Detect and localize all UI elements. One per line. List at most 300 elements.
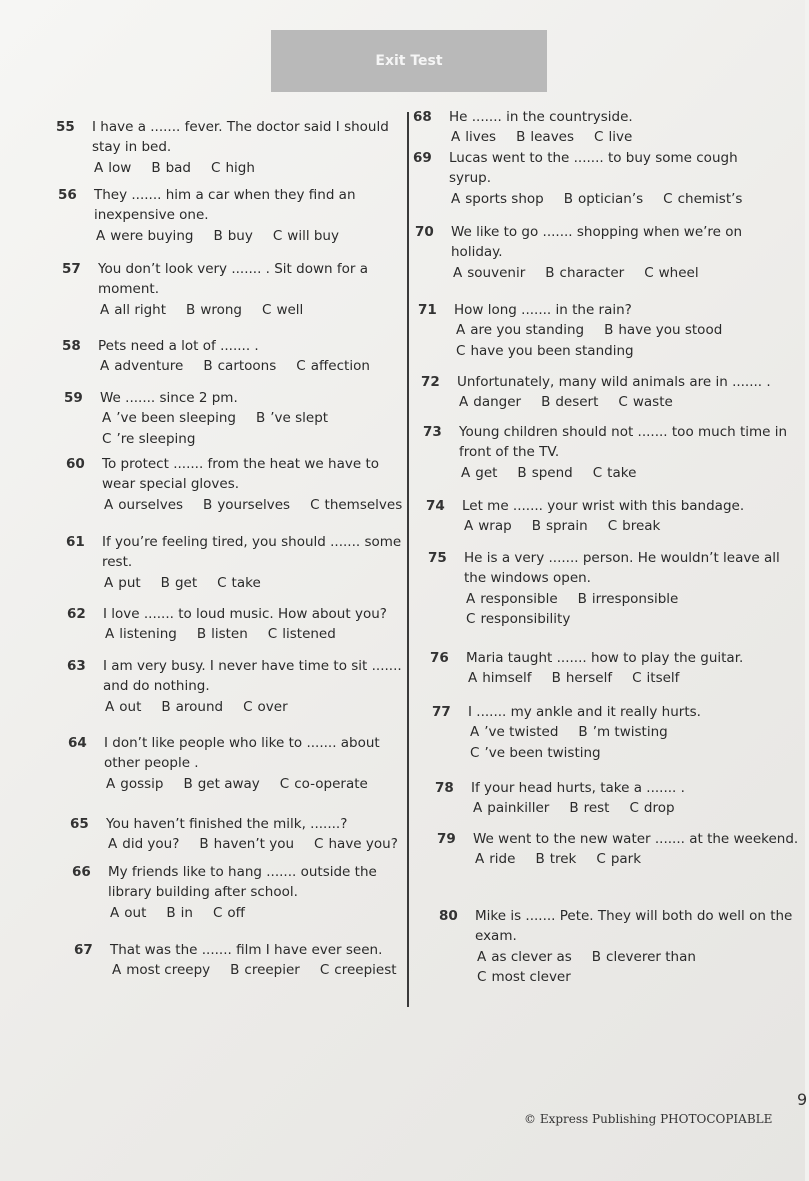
option-text: buy	[227, 227, 253, 244]
question-stem: Maria taught ....... how to play the guitar.	[466, 650, 744, 666]
answer-option	[102, 408, 236, 428]
answer-option	[596, 849, 641, 869]
answer-option	[552, 668, 613, 688]
option-text: cleverer than	[606, 948, 696, 965]
question-item	[74, 940, 419, 981]
option-letter: C	[296, 358, 306, 375]
question-stem: I have a ....... fever. The doctor said I should stay in bed.	[92, 119, 389, 156]
answer-option	[320, 960, 397, 980]
question-stem: He ....... in the countryside.	[449, 109, 633, 125]
option-letter: C	[102, 430, 112, 447]
question-stem: How long ....... in the rain?	[454, 302, 632, 318]
question-item	[430, 648, 800, 689]
option-letter: A	[473, 800, 483, 817]
option-text: wheel	[658, 264, 699, 281]
answer-option	[151, 158, 191, 178]
question-number: 74	[426, 498, 445, 514]
option-text: listened	[282, 626, 336, 643]
answer-option	[473, 798, 549, 818]
option-text: ’m twisting	[592, 724, 668, 741]
option-text: have you been standing	[470, 342, 634, 359]
option-text: low	[108, 159, 132, 176]
option-text: cartoons	[217, 358, 277, 375]
question-number: 61	[66, 534, 85, 550]
option-letter: C	[663, 190, 673, 207]
answer-option	[102, 429, 195, 449]
answer-option	[593, 463, 637, 483]
option-text: adventure	[114, 358, 184, 375]
question-number: 68	[413, 109, 432, 125]
question-item	[62, 336, 407, 377]
option-text: itself	[646, 670, 680, 687]
question-stem: Young children should not ....... too much time in front of the TV.	[459, 424, 788, 461]
option-letter: B	[166, 904, 176, 921]
answer-options	[475, 849, 807, 869]
question-stem: I don’t like people who like to ....... about other people .	[104, 735, 380, 772]
answer-option	[217, 573, 261, 593]
answer-options	[470, 722, 802, 763]
option-text: souvenir	[467, 264, 526, 281]
option-text: himself	[482, 670, 532, 687]
option-text: gossip	[120, 775, 164, 792]
option-text: were buying	[110, 227, 194, 244]
option-text: haven’t you	[213, 836, 295, 853]
option-text: leaves	[530, 129, 575, 146]
option-text: affection	[310, 358, 370, 375]
option-letter: C	[629, 800, 639, 817]
option-letter: B	[577, 590, 587, 607]
option-letter: C	[466, 610, 476, 627]
answer-options	[112, 960, 419, 980]
answer-options	[104, 573, 411, 593]
question-number: 56	[58, 187, 77, 203]
answer-options	[100, 356, 407, 376]
question-number: 63	[67, 658, 86, 674]
option-letter: A	[102, 410, 112, 427]
option-text: most creepy	[126, 962, 211, 979]
option-letter: B	[203, 496, 213, 513]
question-item	[67, 604, 412, 645]
question-item	[428, 548, 798, 629]
option-text: themselves	[324, 496, 403, 513]
option-text: lives	[465, 129, 497, 146]
option-text: have you stood	[618, 322, 723, 339]
option-text: yourselves	[217, 496, 291, 513]
option-letter: C	[594, 129, 604, 146]
option-text: all right	[114, 301, 167, 318]
option-letter: B	[203, 358, 213, 375]
option-text: are you standing	[470, 322, 585, 339]
answer-option	[166, 903, 193, 923]
answer-option	[663, 189, 742, 209]
option-letter: C	[211, 159, 221, 176]
option-letter: C	[217, 574, 227, 591]
answer-option	[230, 960, 300, 980]
answer-option	[535, 849, 576, 869]
answer-option	[629, 798, 674, 818]
option-letter: B	[186, 301, 196, 318]
answer-option	[161, 697, 223, 717]
option-text: break	[622, 518, 661, 535]
question-stem: I am very busy. I never have time to sit ....... and do nothing.	[103, 658, 402, 695]
option-text: ’re sleeping	[116, 430, 196, 447]
answer-option	[105, 624, 177, 644]
question-number: 62	[67, 606, 86, 622]
option-letter: B	[199, 836, 209, 853]
answer-option	[470, 722, 558, 742]
answer-option	[280, 774, 368, 794]
answer-option	[161, 573, 197, 593]
option-letter: B	[196, 626, 207, 643]
option-letter: B	[230, 962, 240, 979]
answer-option	[475, 849, 515, 869]
option-letter: A	[456, 322, 466, 339]
option-text: put	[118, 574, 141, 591]
option-letter: B	[545, 264, 555, 281]
answer-option	[644, 263, 698, 283]
option-text: desert	[555, 394, 599, 411]
answer-option	[477, 967, 571, 987]
question-stem: We ....... since 2 pm.	[100, 390, 238, 406]
question-number: 79	[437, 831, 456, 847]
question-item	[413, 148, 783, 209]
option-text: in	[180, 904, 193, 921]
question-stem: If you’re feeling tired, you should ....... some rest.	[102, 534, 402, 571]
answer-option	[468, 668, 532, 688]
option-text: trek	[549, 851, 577, 868]
option-letter: A	[94, 159, 104, 176]
option-text: ’ve twisted	[484, 724, 559, 741]
answer-option	[243, 697, 288, 717]
answer-option	[470, 743, 601, 763]
option-text: wrong	[200, 301, 242, 318]
question-number: 65	[70, 816, 89, 832]
answer-option	[108, 834, 179, 854]
option-text: sprain	[545, 518, 588, 535]
answer-option	[104, 573, 141, 593]
question-number: 59	[64, 390, 83, 406]
question-item	[64, 388, 409, 449]
option-letter: B	[591, 948, 602, 965]
answer-options	[102, 408, 409, 449]
answer-option	[203, 356, 276, 376]
answer-options	[110, 903, 417, 923]
question-number: 67	[74, 942, 93, 958]
option-text: sports shop	[465, 190, 544, 207]
question-number: 66	[72, 864, 91, 880]
option-letter: A	[451, 129, 461, 146]
option-letter: B	[535, 851, 545, 868]
option-letter: B	[551, 670, 561, 687]
option-letter: A	[110, 904, 120, 921]
option-letter: B	[604, 322, 614, 339]
question-item	[426, 496, 796, 537]
answer-options	[477, 947, 809, 988]
option-letter: A	[100, 358, 110, 375]
option-text: live	[608, 129, 633, 146]
question-stem: I ....... my ankle and it really hurts.	[468, 704, 701, 720]
question-number: 64	[68, 735, 87, 751]
answer-options	[106, 774, 413, 794]
option-letter: A	[475, 851, 485, 868]
option-letter: C	[310, 496, 320, 513]
question-number: 57	[62, 261, 81, 277]
option-text: co-operate	[294, 775, 368, 792]
option-letter: C	[618, 394, 628, 411]
answer-option	[100, 356, 183, 376]
answer-option	[213, 903, 245, 923]
option-text: creepiest	[334, 962, 397, 979]
option-letter: B	[151, 159, 161, 176]
question-item	[72, 862, 417, 923]
answer-option	[477, 947, 572, 967]
answer-option	[106, 774, 163, 794]
question-item	[413, 107, 783, 148]
option-text: will buy	[287, 227, 339, 244]
question-item	[439, 906, 809, 987]
option-text: painkiller	[487, 800, 550, 817]
answer-options	[451, 189, 783, 209]
answer-option	[466, 609, 570, 629]
option-text: ourselves	[118, 496, 184, 513]
option-text: wrap	[478, 518, 512, 535]
option-text: out	[124, 904, 147, 921]
option-text: out	[119, 698, 142, 715]
question-item	[423, 422, 793, 483]
footer-copyright: © Express Publishing PHOTOCOPIABLE	[524, 1112, 773, 1126]
option-text: creepier	[244, 962, 300, 979]
option-letter: B	[578, 724, 588, 741]
option-letter: B	[541, 394, 551, 411]
answer-options	[466, 589, 798, 630]
question-stem: Lucas went to the ....... to buy some cough syrup.	[449, 150, 738, 187]
option-letter: A	[459, 394, 469, 411]
question-number: 60	[66, 456, 85, 472]
option-text: rest	[583, 800, 610, 817]
answer-option	[453, 263, 525, 283]
question-number: 73	[423, 424, 442, 440]
question-stem: Mike is ....... Pete. They will both do well on the exam.	[475, 908, 793, 945]
answer-option	[273, 226, 339, 246]
answer-option	[604, 320, 722, 340]
option-text: well	[276, 301, 304, 318]
question-number: 71	[418, 302, 437, 318]
option-text: chemist’s	[677, 190, 743, 207]
option-text: over	[257, 698, 288, 715]
answer-option	[451, 189, 544, 209]
option-letter: C	[607, 518, 618, 535]
question-number: 58	[62, 338, 81, 354]
question-item	[66, 454, 411, 515]
question-stem: My friends like to hang ....... outside the library building after school.	[108, 864, 377, 901]
answer-option	[594, 127, 632, 147]
option-letter: B	[161, 698, 171, 715]
answer-option	[256, 408, 328, 428]
option-text: listening	[119, 626, 177, 643]
question-item	[435, 778, 805, 819]
option-letter: B	[517, 464, 527, 481]
question-item	[418, 300, 788, 361]
option-letter: B	[516, 129, 526, 146]
answer-option	[516, 127, 574, 147]
answer-options	[461, 463, 793, 483]
question-stem: If your head hurts, take a ....... .	[471, 780, 685, 796]
question-item	[56, 117, 406, 178]
option-text: herself	[565, 670, 613, 687]
page-number-edge: 9	[797, 1090, 808, 1109]
question-stem: He is a very ....... person. He wouldn’t leave all the windows open.	[464, 550, 780, 587]
option-text: ’ve slept	[270, 410, 329, 427]
option-letter: C	[632, 670, 642, 687]
answer-option	[203, 495, 290, 515]
answer-option	[183, 774, 259, 794]
question-number: 55	[56, 119, 75, 135]
answer-option	[197, 624, 248, 644]
question-item	[58, 185, 403, 246]
option-letter: C	[592, 464, 603, 481]
question-stem: We went to the new water ....... at the weekend.	[473, 831, 799, 847]
answer-option	[456, 341, 634, 361]
question-stem: They ....... him a car when they find an inexpensive one.	[94, 187, 356, 224]
answer-option	[94, 158, 131, 178]
question-stem: Unfortunately, many wild animals are in ....... .	[457, 374, 771, 390]
answer-option	[578, 722, 667, 742]
answer-options	[100, 300, 407, 320]
option-letter: C	[596, 851, 606, 868]
question-number: 75	[428, 550, 447, 566]
answer-option	[464, 516, 512, 536]
option-letter: C	[644, 264, 654, 281]
option-letter: A	[104, 496, 114, 513]
option-text: take	[231, 574, 261, 591]
option-text: as clever as	[491, 948, 572, 965]
option-text: ’ve been sleeping	[116, 410, 236, 427]
question-item	[421, 372, 791, 413]
answer-option	[466, 589, 558, 609]
question-stem: You haven’t finished the milk, .......?	[106, 816, 348, 832]
option-letter: B	[569, 800, 579, 817]
question-number: 78	[435, 780, 454, 796]
answer-option	[618, 392, 672, 412]
option-text: character	[559, 264, 625, 281]
question-number: 77	[432, 704, 451, 720]
answer-options	[459, 392, 791, 412]
option-text: danger	[473, 394, 522, 411]
question-number: 80	[439, 908, 458, 924]
option-text: around	[175, 698, 224, 715]
option-letter: A	[470, 724, 480, 741]
option-letter: A	[451, 190, 461, 207]
option-text: park	[610, 851, 642, 868]
option-text: off	[227, 904, 245, 921]
question-item	[66, 532, 411, 593]
option-text: responsibility	[480, 610, 571, 627]
option-text: did you?	[122, 836, 180, 853]
option-letter: A	[96, 227, 106, 244]
answer-options	[108, 834, 415, 854]
answer-option	[96, 226, 193, 246]
answer-option	[186, 300, 242, 320]
option-text: spend	[531, 464, 573, 481]
option-letter: A	[464, 518, 474, 535]
option-letter: C	[319, 962, 330, 979]
answer-options	[105, 624, 412, 644]
option-letter: C	[314, 836, 324, 853]
question-number: 69	[413, 150, 432, 166]
answer-option	[608, 516, 661, 536]
option-letter: B	[256, 410, 266, 427]
option-letter: A	[477, 948, 487, 965]
answer-option	[451, 127, 496, 147]
answer-option	[100, 300, 166, 320]
answer-option	[314, 834, 398, 854]
answer-options	[94, 158, 406, 178]
question-stem: You don’t look very ....... . Sit down for a moment.	[98, 261, 368, 298]
option-letter: C	[456, 342, 466, 359]
answer-option	[456, 320, 584, 340]
answer-options	[456, 320, 788, 361]
question-item	[70, 814, 415, 855]
answer-options	[453, 263, 785, 283]
option-letter: C	[279, 775, 290, 792]
answer-option	[592, 947, 696, 967]
option-letter: A	[104, 574, 114, 591]
answer-option	[564, 189, 643, 209]
option-text: have you?	[328, 836, 398, 853]
option-letter: C	[477, 968, 487, 985]
option-text: waste	[632, 394, 673, 411]
option-letter: C	[272, 227, 283, 244]
answer-option	[569, 798, 609, 818]
option-text: listen	[211, 626, 248, 643]
answer-option	[105, 697, 141, 717]
answer-option	[213, 226, 252, 246]
answer-option	[310, 495, 402, 515]
option-letter: B	[213, 227, 223, 244]
answer-option	[459, 392, 521, 412]
answer-options	[473, 798, 805, 818]
question-stem: I love ....... to loud music. How about you?	[103, 606, 387, 622]
option-text: ’ve been twisting	[484, 744, 601, 761]
option-text: irresponsible	[591, 590, 679, 607]
option-letter: A	[106, 775, 116, 792]
header-band	[271, 30, 547, 92]
question-item	[437, 829, 807, 870]
answer-options	[451, 127, 783, 147]
question-stem: Let me ....... your wrist with this bandage.	[462, 498, 745, 514]
option-letter: A	[468, 670, 478, 687]
question-number: 70	[415, 224, 434, 240]
question-item	[432, 702, 802, 763]
answer-option	[199, 834, 294, 854]
answer-option	[211, 158, 255, 178]
answer-options	[96, 226, 403, 246]
option-letter: B	[563, 190, 573, 207]
question-item	[62, 259, 407, 320]
option-letter: A	[105, 698, 115, 715]
option-text: responsible	[480, 590, 558, 607]
option-text: ride	[489, 851, 516, 868]
question-number: 72	[421, 374, 440, 390]
option-letter: B	[160, 574, 170, 591]
option-text: drop	[643, 800, 675, 817]
option-letter: A	[105, 626, 115, 643]
option-letter: A	[100, 301, 110, 318]
option-text: take	[607, 464, 637, 481]
question-stem: Pets need a lot of ....... .	[98, 338, 259, 354]
question-stem: To protect ....... from the heat we have to wear special gloves.	[102, 456, 380, 493]
option-letter: A	[453, 264, 463, 281]
